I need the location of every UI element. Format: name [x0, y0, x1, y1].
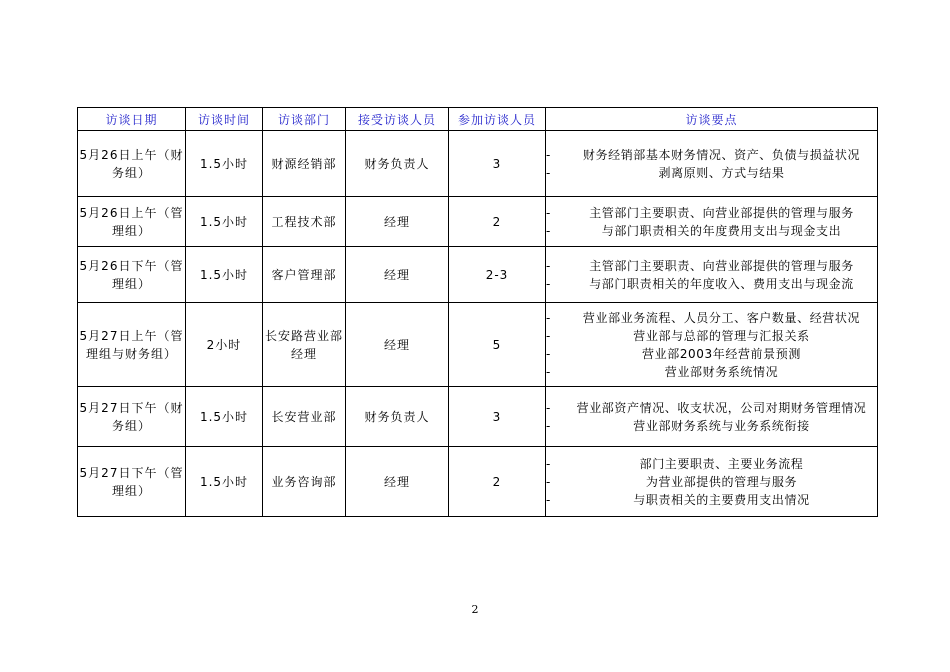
cell-interviewee: 经理 — [346, 247, 449, 303]
cell-interviewee: 财务负责人 — [346, 131, 449, 197]
key-point-text: 部门主要职责、主要业务流程 — [639, 456, 804, 471]
key-points-list — [546, 309, 877, 381]
list-item — [546, 345, 877, 363]
cell-date: 5月26日上午（管理组） — [78, 197, 186, 247]
cell-department: 财源经销部 — [263, 131, 346, 197]
list-item — [546, 455, 877, 473]
cell-interviewee: 财务负责人 — [346, 387, 449, 447]
cell-participants: 3 — [449, 131, 546, 197]
bullet-dash: - — [546, 456, 551, 471]
cell-participants: 2-3 — [449, 247, 546, 303]
bullet-dash: - — [546, 418, 551, 433]
cell-key-points — [546, 387, 878, 447]
cell-department: 工程技术部 — [263, 197, 346, 247]
key-points-list — [546, 455, 877, 509]
cell-department: 长安营业部 — [263, 387, 346, 447]
table-row — [78, 447, 878, 517]
key-points-list — [546, 204, 877, 240]
cell-duration: 1.5小时 — [186, 387, 263, 447]
cell-duration: 1.5小时 — [186, 247, 263, 303]
cell-participants: 2 — [449, 197, 546, 247]
header-interviewee: 接受访谈人员 — [346, 108, 449, 131]
interview-schedule-table — [77, 107, 878, 517]
list-item — [546, 146, 877, 164]
header-participants: 参加访谈人员 — [449, 108, 546, 131]
cell-interviewee: 经理 — [346, 447, 449, 517]
cell-department: 长安路营业部经理 — [263, 303, 346, 387]
key-points-list — [546, 399, 877, 435]
bullet-dash: - — [546, 147, 551, 162]
bullet-dash: - — [546, 328, 551, 343]
list-item — [546, 363, 877, 381]
cell-key-points — [546, 303, 878, 387]
cell-date: 5月27日下午（管理组） — [78, 447, 186, 517]
key-point-text: 财务经销部基本财务情况、资产、负债与损益状况 — [582, 147, 861, 162]
cell-date: 5月27日下午（财务组） — [78, 387, 186, 447]
table-row — [78, 131, 878, 197]
cell-duration: 1.5小时 — [186, 131, 263, 197]
bullet-dash: - — [546, 258, 551, 273]
cell-duration: 1.5小时 — [186, 197, 263, 247]
list-item — [546, 204, 877, 222]
header-department: 访谈部门 — [263, 108, 346, 131]
cell-key-points — [546, 247, 878, 303]
bullet-dash: - — [546, 346, 551, 361]
list-item — [546, 417, 877, 435]
list-item — [546, 473, 877, 491]
bullet-dash: - — [546, 474, 551, 489]
list-item — [546, 309, 877, 327]
key-point-text: 营业部业务流程、人员分工、客户数量、经营状况 — [582, 310, 861, 325]
cell-department: 业务咨询部 — [263, 447, 346, 517]
header-date: 访谈日期 — [78, 108, 186, 131]
key-point-text: 主管部门主要职责、向营业部提供的管理与服务 — [589, 258, 854, 273]
key-points-list — [546, 257, 877, 293]
header-duration: 访谈时间 — [186, 108, 263, 131]
table-body — [78, 131, 878, 517]
cell-participants: 3 — [449, 387, 546, 447]
list-item — [546, 222, 877, 240]
list-item — [546, 327, 877, 345]
bullet-dash: - — [546, 276, 551, 291]
bullet-dash: - — [546, 400, 551, 415]
cell-duration: 1.5小时 — [186, 447, 263, 517]
key-point-text: 营业部财务系统与业务系统衔接 — [633, 418, 810, 433]
cell-duration: 2小时 — [186, 303, 263, 387]
cell-participants: 5 — [449, 303, 546, 387]
key-point-text: 为营业部提供的管理与服务 — [645, 474, 798, 489]
cell-key-points — [546, 197, 878, 247]
key-point-text: 营业部财务系统情况 — [664, 364, 779, 379]
key-point-text: 剥离原则、方式与结果 — [658, 165, 785, 180]
cell-key-points — [546, 131, 878, 197]
cell-interviewee: 经理 — [346, 303, 449, 387]
cell-key-points — [546, 447, 878, 517]
cell-date: 5月26日下午（管理组） — [78, 247, 186, 303]
key-point-text: 与部门职责相关的年度费用支出与现金支出 — [601, 223, 842, 238]
key-point-text: 与部门职责相关的年度收入、费用支出与现金流 — [589, 276, 854, 291]
key-point-text: 营业部资产情况、收支状况，公司对期财务管理情况 — [576, 400, 867, 415]
list-item — [546, 164, 877, 182]
cell-date: 5月27日上午（管理组与财务组） — [78, 303, 186, 387]
table-row — [78, 303, 878, 387]
cell-interviewee: 经理 — [346, 197, 449, 247]
table-header-row — [78, 108, 878, 131]
bullet-dash: - — [546, 492, 551, 507]
cell-participants: 2 — [449, 447, 546, 517]
list-item — [546, 257, 877, 275]
page-number: 2 — [471, 603, 479, 616]
table-row — [78, 247, 878, 303]
bullet-dash: - — [546, 205, 551, 220]
key-points-list — [546, 146, 877, 182]
key-point-text: 营业部2003年经营前景预测 — [642, 346, 801, 361]
bullet-dash: - — [546, 165, 551, 180]
table-row — [78, 197, 878, 247]
key-point-text: 营业部与总部的管理与汇报关系 — [633, 328, 810, 343]
key-point-text: 与职责相关的主要费用支出情况 — [633, 492, 810, 507]
list-item — [546, 491, 877, 509]
table-row — [78, 387, 878, 447]
bullet-dash: - — [546, 310, 551, 325]
list-item — [546, 275, 877, 293]
cell-date: 5月26日上午（财务组） — [78, 131, 186, 197]
list-item — [546, 399, 877, 417]
cell-department: 客户管理部 — [263, 247, 346, 303]
bullet-dash: - — [546, 364, 551, 379]
bullet-dash: - — [546, 223, 551, 238]
key-point-text: 主管部门主要职责、向营业部提供的管理与服务 — [589, 205, 854, 220]
header-key-points: 访谈要点 — [546, 108, 878, 131]
